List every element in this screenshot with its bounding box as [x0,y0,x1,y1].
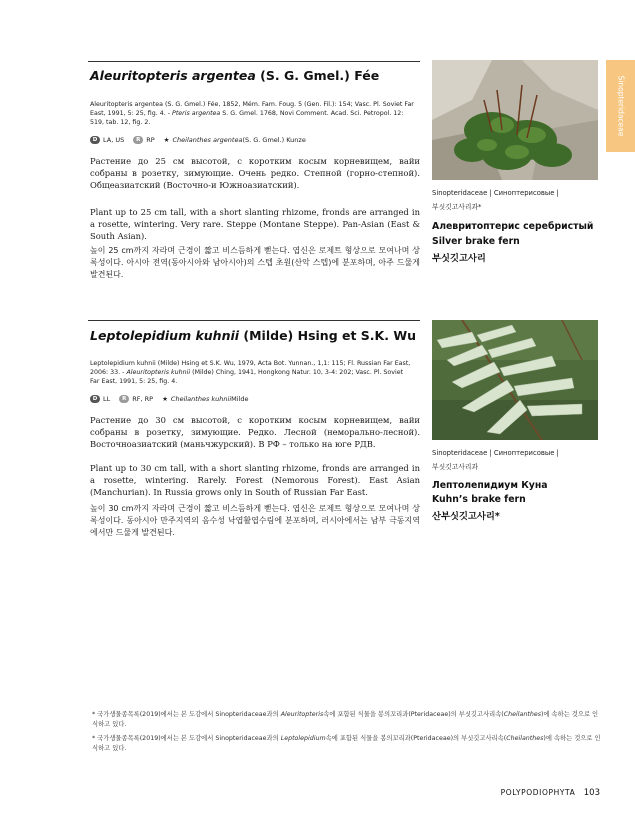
species-2-name-ru: Лептолепидиум Куна [432,480,548,491]
species-1-text-en: Plant up to 25 cm tall, with a short slanting rhizome, fronds are arranged in a rosette, wintering. Very rare. Steppe (Montane Steppe). Pan-Asian (East & South Asian). [90,207,420,242]
species-2-status-row [90,395,249,403]
species-2-title-author: (Milde) Hsing et S.K. Wu [243,328,417,343]
fern-photo-image [432,60,598,180]
section-side-tab [606,60,635,152]
species-1-title [90,68,379,83]
species-2-citation-line1: Leptolepidium kuhnii (Milde) Hsing et S.K. Wu, 1979, Acta Bot. Yunnan., 1,1: 115; Fl. Russian Far East, [90,360,411,367]
species-1-star-icon: ★ [163,136,170,144]
species-1-family-line1: Sinopteridaceae | Синоптерисовые | [432,189,559,197]
species-1-rarity: RP [146,136,155,144]
species-1-distribution-badge: D [90,136,100,144]
species-1-citation-line3: 519, tab. 12, fig. 2. [90,119,151,127]
species-1-text-ru: Растение до 25 см высотой, с коротким косым корневищем, вайи собраны в розетку, зимующие. Очень редко. Степной (горно-степной). Общеазиатский (Восточно-и Южноазиатский). [90,156,420,191]
species-1-name-ru: Алевритоптерис серебристый [432,221,594,232]
side-tab-label: Sinopteridaceae [616,75,625,137]
species-2-text-ko: 높이 30 cm까지 자라며 근경이 짧고 비스듬하게 뻗는다. 엽신은 로제트 형상으로 모여나며 상록성이다. 동아시아 만주지역의 음수성 낙엽활엽수림에 분포하며, 러시아에서는 남부 극동지역에서만 드물게 발견된다. [90,504,420,538]
species-2-distribution-badge: D [90,395,100,403]
species-2-photo [432,320,598,440]
species-2-rarity-badge: R [119,395,129,403]
footnote-2: * 국가생물종목록(2019)에서는 본 도감에서 Sinopteridaceae과의 Leptolepidium속에 포함된 식물을 봉의꼬리과(Pteridaceae)의 부싯깃고사리속(Cheilanthes)에 속하는 것으로 인식하고 있다. [92,735,601,752]
species-1-distribution: LA, US [103,136,125,144]
species-1-citation-line1: Aleuritopteris argentea (S. G. Gmel.) Fée, 1852, Mém. Fam. Foug. 5 (Gen. Fil.): 154; Vasc. Pl. Soviet Far [90,101,414,108]
species-2-title-name: Leptolepidium kuhnii [90,328,240,343]
page-number: 103 [583,788,600,798]
species-2-text-ru: Растение до 30 см высотой, с коротким косым корневищем, вайи собраны в розетку, зимующие. Редко. Лесной (неморально-лесной). Восточноазиатский (маньчжурский). В РФ – только на юге РДВ. [90,415,420,450]
species-1-citation [90,100,422,128]
species-1-rarity-badge: R [133,136,143,144]
fern-frond-image [432,320,598,440]
species-1-synonym-author: (S. G. Gmel.) Kunze [242,136,306,144]
species-2-citation-line2: 2006: 33. - Aleuritopteris kuhnii (Milde) Ching, 1941, Hongkong Natur. 10, 3-4: 202; Vasc. Pl. Soviet [90,369,404,377]
species-1-title-name: Aleuritopteris argentea [90,68,256,83]
species-1-status-row [90,136,306,144]
species-1-family-line2: 부싯깃고사리과* [432,203,482,211]
footnote-1: * 국가생물종목록(2019)에서는 본 도감에서 Sinopteridaceae과의 Aleuritopteris속에 포함된 식물을 봉의꼬리과(Pteridaceae)의 부싯깃고사리속(Cheilanthes)에 속하는 것으로 인식하고 있다. [92,711,599,728]
species-2-citation-line3: Far East, 1991, 5: 25, fig. 4. [90,378,178,386]
species-1-citation-line2: East, 1991, 5: 25, fig. 4. - Pteris argentea S. G. Gmel. 1768, Novi Comment. Acad. Sci. Petropol. 12: [90,110,404,118]
species-1-photo [432,60,598,180]
species-2-synonym-author: Milde [231,395,249,403]
species-2-top-rule [88,320,420,321]
species-1-title-author: (S. G. Gmel.) Fée [260,68,380,83]
species-2-family-line2: 부싯깃고사리과 [432,463,478,471]
species-1-text-ko: 높이 25 cm까지 자라며 근경이 짧고 비스듬하게 뻗는다. 엽신은 로제트 형상으로 모여나며 상록성이다. 아시아 전역(동아시아와 남아시아)의 스텝 초원(산악 스텝)에 분포하며, 아주 드물게 발견된다. [90,246,420,280]
species-2-rarity: RF, RP [132,395,154,403]
species-2-family-line1: Sinopteridaceae | Синоптерисовые | [432,449,559,457]
species-2-title [90,328,416,343]
species-1-synonym: Cheilanthes argentea [172,136,243,144]
footer-phylum: POLYPODIOPHYTA [500,788,576,797]
species-2-citation [90,359,422,387]
species-1-top-rule [88,61,420,62]
page-footer [0,788,600,798]
species-2-synonym: Cheilanthes kuhnii [170,395,232,403]
species-2-name-en: Kuhn’s brake fern [432,494,526,505]
species-2-text-en: Plant up to 30 cm tall, with a short slanting rhizome, fronds are arranged in a rosette, wintering. Rarely. Forest (Nemorous Forest). East Asian (Manchurian). In Russia grows only in South of Russian Far East. [90,463,420,498]
species-1-name-ko: 부싯깃고사리 [432,253,486,264]
species-1-name-en: Silver brake fern [432,236,520,247]
species-2-name-ko: 산부싯깃고사리* [432,511,500,522]
species-2-star-icon: ★ [162,395,168,403]
species-2-distribution: LL [103,395,111,403]
